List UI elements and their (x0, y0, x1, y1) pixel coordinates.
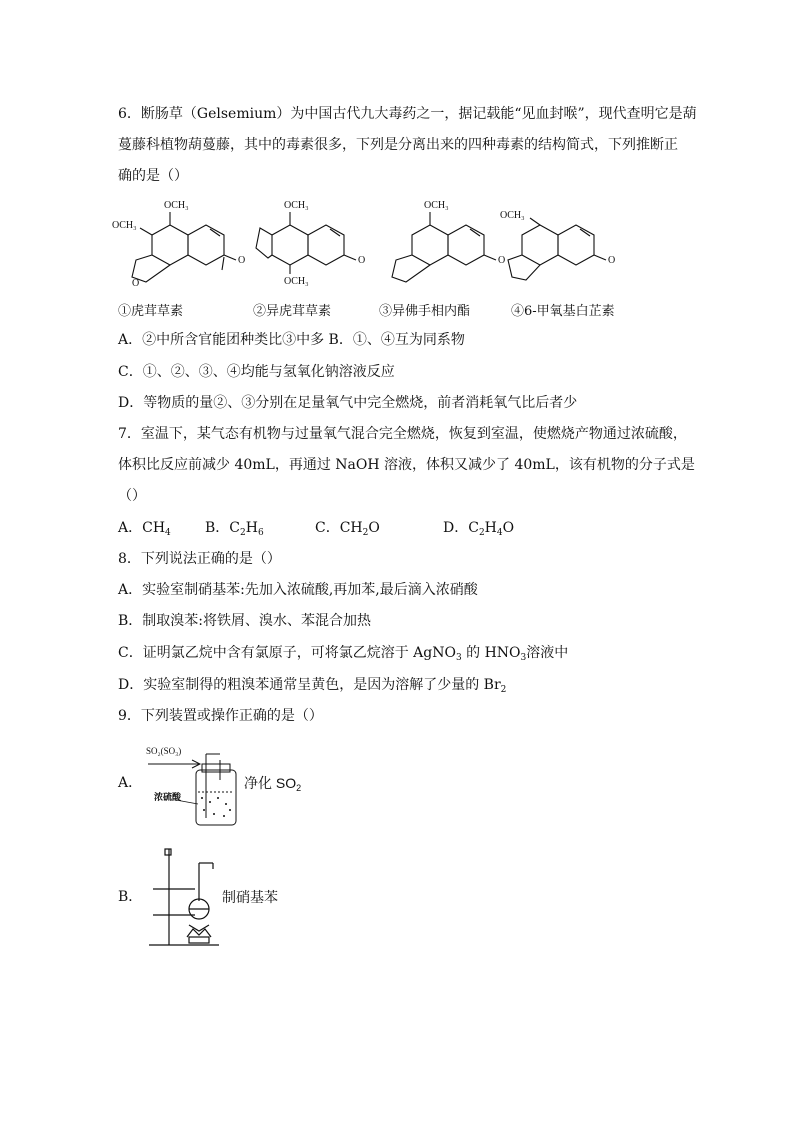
nitrobenzene-apparatus-diagram (145, 845, 225, 950)
q9-option-b-label: B． (118, 889, 143, 905)
m3-o-carbonyl: O (498, 255, 506, 266)
q8-option-d: D．实验室制得的粗溴苯通常呈黄色，是因为溶解了少量的 $Br_2$ (118, 677, 507, 695)
q6-stem-line2: 蔓藤科植物葫蔓藤，其中的毒素很多，下列是分离出来的四种毒素的结构简式，下列推断正 (118, 137, 678, 153)
m1-o-furan: O (132, 278, 140, 289)
caption-molecule-3: ③异佛手相内酯 (379, 304, 471, 319)
molecule-3 (392, 212, 496, 282)
q7-option-a: A．$CH_4$ (118, 520, 171, 538)
m3-ome-top: OCH₃ (424, 200, 449, 211)
molecule-2 (256, 212, 356, 274)
m1-ome-left: OCH₃ (112, 220, 137, 231)
q9-option-b-text: 制硝基苯 (222, 889, 278, 905)
q7-option-d: D．$C_2H_4O$ (443, 520, 515, 538)
q9-option-a-label: A． (118, 775, 143, 791)
m1-ome-top: OCH₃ (164, 200, 189, 211)
caption-molecule-1: ①虎茸草素 (118, 304, 184, 319)
acid-label: 浓硫酸 (154, 792, 182, 802)
m4-o-carbonyl: O (608, 255, 616, 266)
m1-o-carbonyl: O (238, 255, 246, 266)
q6-option-d: D．等物质的量②、③分别在足量氧气中完全燃烧，前者消耗氧气比后者少 (118, 395, 578, 411)
gas-label: SO₂(SO₃) (146, 746, 182, 756)
q6-option-a-b: A．②中所含官能团种类比③中多 B．①、④互为同系物 (118, 332, 465, 348)
gas-washing-bottle-diagram (140, 740, 240, 830)
caption-molecule-4: ④6-甲氧基白芷素 (511, 304, 615, 319)
q8-option-b: B．制取溴苯:将铁屑、溴水、苯混合加热 (118, 613, 372, 629)
q8-stem: 8．下列说法正确的是（） (118, 551, 281, 567)
q9-stem: 9．下列装置或操作正确的是（） (118, 708, 323, 724)
q9-option-a-text: 净化 $SO_2$ (244, 775, 302, 793)
q7-stem-line1: 7．室温下，某气态有机物与过量氧气混合完全燃烧，恢复到室温，使燃烧产物通过浓硫酸， (118, 426, 687, 442)
molecule-1 (132, 212, 236, 282)
q8-option-a: A．实验室制硝基苯:先加入浓硫酸,再加苯,最后滴入浓硝酸 (118, 582, 478, 598)
m4-ome: OCH₃ (500, 210, 525, 221)
molecule-4 (508, 218, 606, 280)
q6-stem-line3: 确的是（） (118, 168, 188, 184)
m2-ome-top: OCH₃ (284, 200, 309, 211)
q7-stem-line3: （） (118, 488, 146, 504)
q6-stem-line1: 6．断肠草（Gelsemium）为中国古代九大毒药之一，据记载能“见血封喉”，现代查明它是葫 (118, 106, 697, 122)
q6-option-c: C．①、②、③、④均能与氢氧化钠溶液反应 (118, 364, 395, 380)
q7-option-c: C．$CH_2O$ (315, 520, 380, 538)
q8-option-c: C．证明氯乙烷中含有氯原子，可将氯乙烷溶于 AgNO$_3$ 的 $HNO_3$溶液中 (118, 645, 569, 663)
q7-stem-line2: 体积比反应前减少 40mL，再通过 NaOH 溶液，体积又减少了 40mL，该有机物的分子式是 (118, 457, 695, 473)
m2-o-carbonyl: O (358, 255, 366, 266)
caption-molecule-2: ②异虎茸草素 (253, 304, 332, 319)
m2-ome-bottom: OCH₃ (284, 276, 309, 287)
q7-option-b: B．$C_2H_6$ (205, 520, 264, 538)
q6-structures (110, 190, 630, 290)
